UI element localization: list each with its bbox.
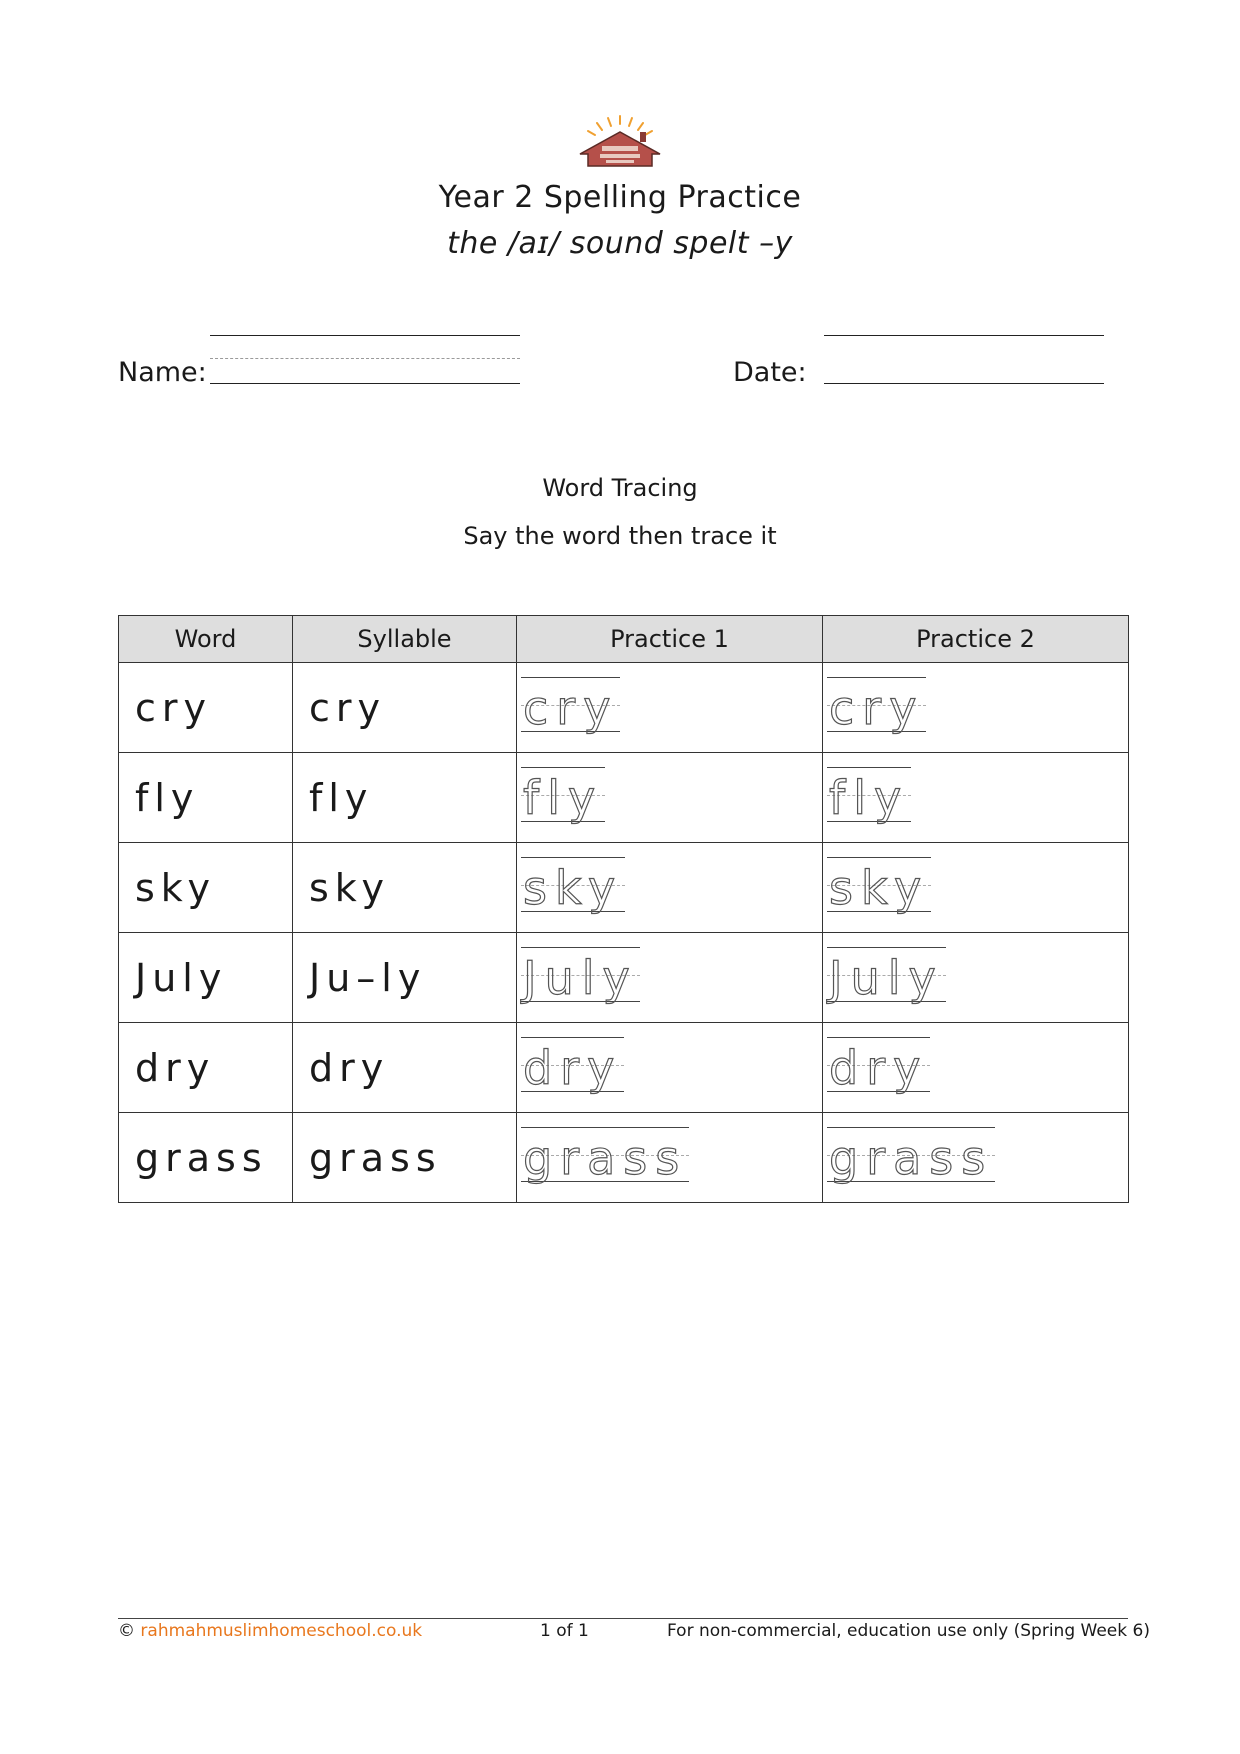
word-cell <box>119 1023 293 1113</box>
syllable-cell-text: sky <box>309 865 390 910</box>
syllable-cell <box>293 1113 517 1203</box>
practice-2-cell[interactable] <box>823 1113 1129 1203</box>
table-row <box>119 1023 1129 1113</box>
table-row <box>119 663 1129 753</box>
word-cell-text: grass <box>135 1135 268 1180</box>
syllable-cell-text: grass <box>309 1135 442 1180</box>
word-cell <box>119 843 293 933</box>
date-label: Date: <box>733 357 807 388</box>
table-row <box>119 933 1129 1023</box>
table-row <box>119 753 1129 843</box>
dotted-trace-word: grass <box>829 1131 994 1185</box>
practice-1-cell[interactable] <box>517 843 823 933</box>
syllable-cell-text: fly <box>309 775 374 820</box>
practice-1-cell[interactable] <box>517 753 823 843</box>
trace-top-line <box>521 1127 689 1128</box>
dotted-trace-word: cry <box>829 681 925 735</box>
dotted-trace-word: sky <box>523 861 624 915</box>
syllable-cell <box>293 1023 517 1113</box>
word-cell <box>119 753 293 843</box>
table-row <box>119 1113 1129 1203</box>
syllable-cell <box>293 663 517 753</box>
syllable-cell <box>293 843 517 933</box>
word-cell <box>119 663 293 753</box>
table-header-row <box>119 616 1129 663</box>
trace-top-line <box>827 1037 930 1038</box>
footer-rule <box>118 1618 1128 1619</box>
column-header-practice-2: Practice 2 <box>823 616 1129 663</box>
trace-top-line <box>827 1127 995 1128</box>
practice-1-cell[interactable] <box>517 663 823 753</box>
syllable-cell-text: Ju–ly <box>309 955 427 1000</box>
dotted-trace-word: dry <box>523 1041 623 1095</box>
dotted-trace-word: grass <box>523 1131 688 1185</box>
practice-1-cell[interactable] <box>517 1113 823 1203</box>
syllable-cell <box>293 753 517 843</box>
date-field[interactable] <box>824 383 1104 384</box>
column-header-syllable: Syllable <box>293 616 517 663</box>
school-house-logo <box>570 114 670 174</box>
word-cell-text: fly <box>135 775 200 820</box>
column-header-word: Word <box>119 616 293 663</box>
trace-top-line <box>521 1037 624 1038</box>
word-cell <box>119 933 293 1023</box>
trace-top-line <box>521 857 625 858</box>
practice-1-cell[interactable] <box>517 933 823 1023</box>
dotted-trace-word: July <box>523 951 638 1005</box>
footer-usage-note: For non-commercial, education use only (Spring Week 6) <box>667 1621 1150 1641</box>
table-row <box>119 843 1129 933</box>
trace-top-line <box>827 677 926 678</box>
name-label: Name: <box>118 357 207 388</box>
dotted-trace-word: cry <box>523 681 619 735</box>
trace-top-line <box>521 677 620 678</box>
word-cell-text: July <box>135 955 228 1000</box>
dotted-trace-word: fly <box>829 771 910 825</box>
name-mid-line <box>210 358 520 359</box>
date-top-line <box>824 335 1104 336</box>
practice-2-cell[interactable] <box>823 1023 1129 1113</box>
instructions-title: Word Tracing <box>542 474 698 502</box>
footer-page-number: 1 of 1 <box>540 1621 589 1641</box>
page-title: Year 2 Spelling Practice <box>438 180 802 215</box>
column-header-practice-1: Practice 1 <box>517 616 823 663</box>
copyright-symbol: © <box>118 1621 135 1641</box>
word-cell-text: sky <box>135 865 216 910</box>
trace-top-line <box>827 857 931 858</box>
trace-top-line <box>827 947 946 948</box>
practice-2-cell[interactable] <box>823 753 1129 843</box>
name-top-line <box>210 335 520 336</box>
dotted-trace-word: sky <box>829 861 930 915</box>
page-subtitle: the /aɪ/ sound spelt –y <box>447 226 793 261</box>
syllable-cell <box>293 933 517 1023</box>
trace-top-line <box>521 947 640 948</box>
practice-2-cell[interactable] <box>823 843 1129 933</box>
name-field[interactable] <box>210 383 520 384</box>
word-cell-text: dry <box>135 1045 216 1090</box>
practice-1-cell[interactable] <box>517 1023 823 1113</box>
syllable-cell-text: dry <box>309 1045 390 1090</box>
instructions-subtitle: Say the word then trace it <box>463 522 777 550</box>
dotted-trace-word: fly <box>523 771 604 825</box>
syllable-cell-text: cry <box>309 685 387 730</box>
word-cell <box>119 1113 293 1203</box>
footer-site-link[interactable]: rahmahmuslimhomeschool.co.uk <box>140 1621 423 1641</box>
word-cell-text: cry <box>135 685 213 730</box>
dotted-trace-word: July <box>829 951 944 1005</box>
practice-2-cell[interactable] <box>823 663 1129 753</box>
trace-top-line <box>827 767 911 768</box>
trace-top-line <box>521 767 605 768</box>
footer-copyright <box>118 1621 422 1641</box>
dotted-trace-word: dry <box>829 1041 929 1095</box>
practice-2-cell[interactable] <box>823 933 1129 1023</box>
word-tracing-table <box>118 615 1129 1203</box>
